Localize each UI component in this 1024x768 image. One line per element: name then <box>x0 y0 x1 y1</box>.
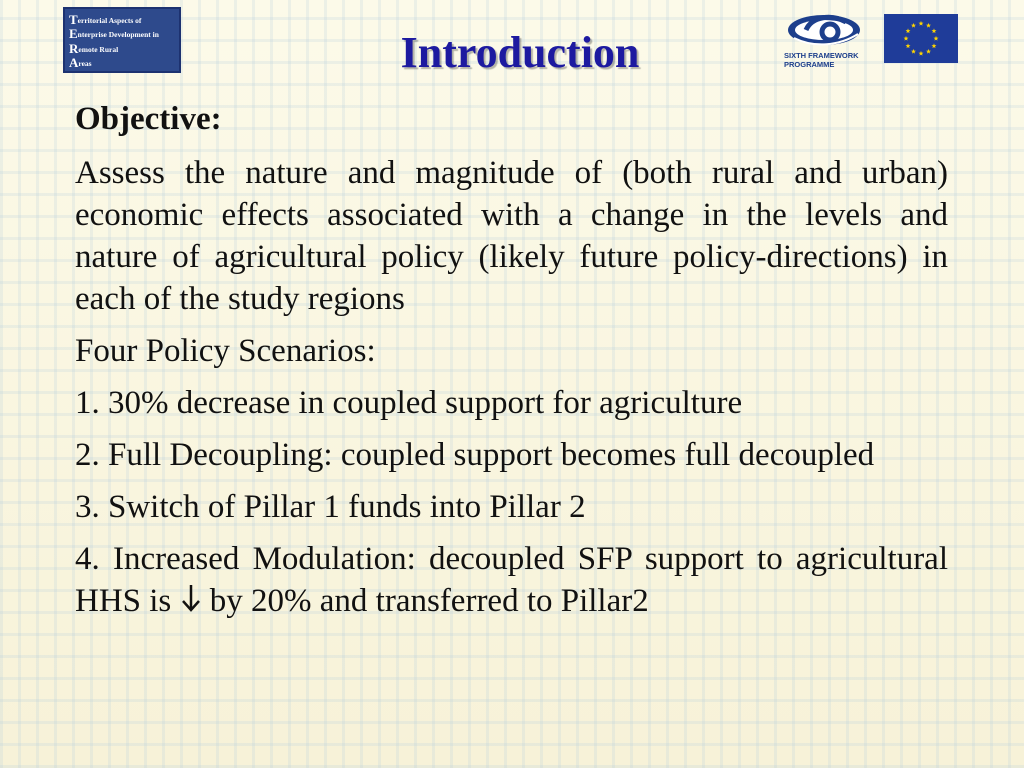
eu-flag-icon <box>884 14 958 63</box>
slide-title: Introduction <box>400 28 640 77</box>
fp6-caption-line-1: SIXTH FRAMEWORK <box>784 51 859 60</box>
fp6-emblem-icon <box>784 8 864 50</box>
tera-logo-line-4: Areas <box>69 54 92 70</box>
scenario-4-text-after: by 20% and transferred to Pillar2 <box>209 583 649 619</box>
scenario-4 <box>75 538 948 624</box>
scenario-4-text-before: 4. Increased Modulation: decoupled SFP support to agricultural HHS is <box>75 541 948 619</box>
tera-logo <box>63 7 181 73</box>
fp6-caption-line-2: PROGRAMME <box>784 60 835 69</box>
tera-logo-line-1: Territorial Aspects of <box>69 12 142 27</box>
scenario-1: 1. 30% decrease in coupled support for agriculture <box>75 385 743 421</box>
down-arrow-icon <box>180 582 202 624</box>
slide-body <box>75 98 948 634</box>
tera-logo-line-2: Enterprise Development in <box>69 26 159 42</box>
objective-text: Assess the nature and magnitude of (both rural and urban) economic effects associated with a change in the levels and nature of agricultural policy (likely future policy-directions) in each of the study regions <box>75 155 948 317</box>
sixth-framework-logo <box>784 8 864 70</box>
scenario-3: 3. Switch of Pillar 1 funds into Pillar 2 <box>75 489 586 525</box>
scenarios-heading: Four Policy Scenarios: <box>75 333 376 369</box>
objective-label: Objective: <box>75 101 222 137</box>
tera-logo-line-3: Remote Rural <box>69 40 119 56</box>
fp6-caption <box>784 51 864 69</box>
scenario-2: 2. Full Decoupling: coupled support becomes full decoupled <box>75 437 875 473</box>
